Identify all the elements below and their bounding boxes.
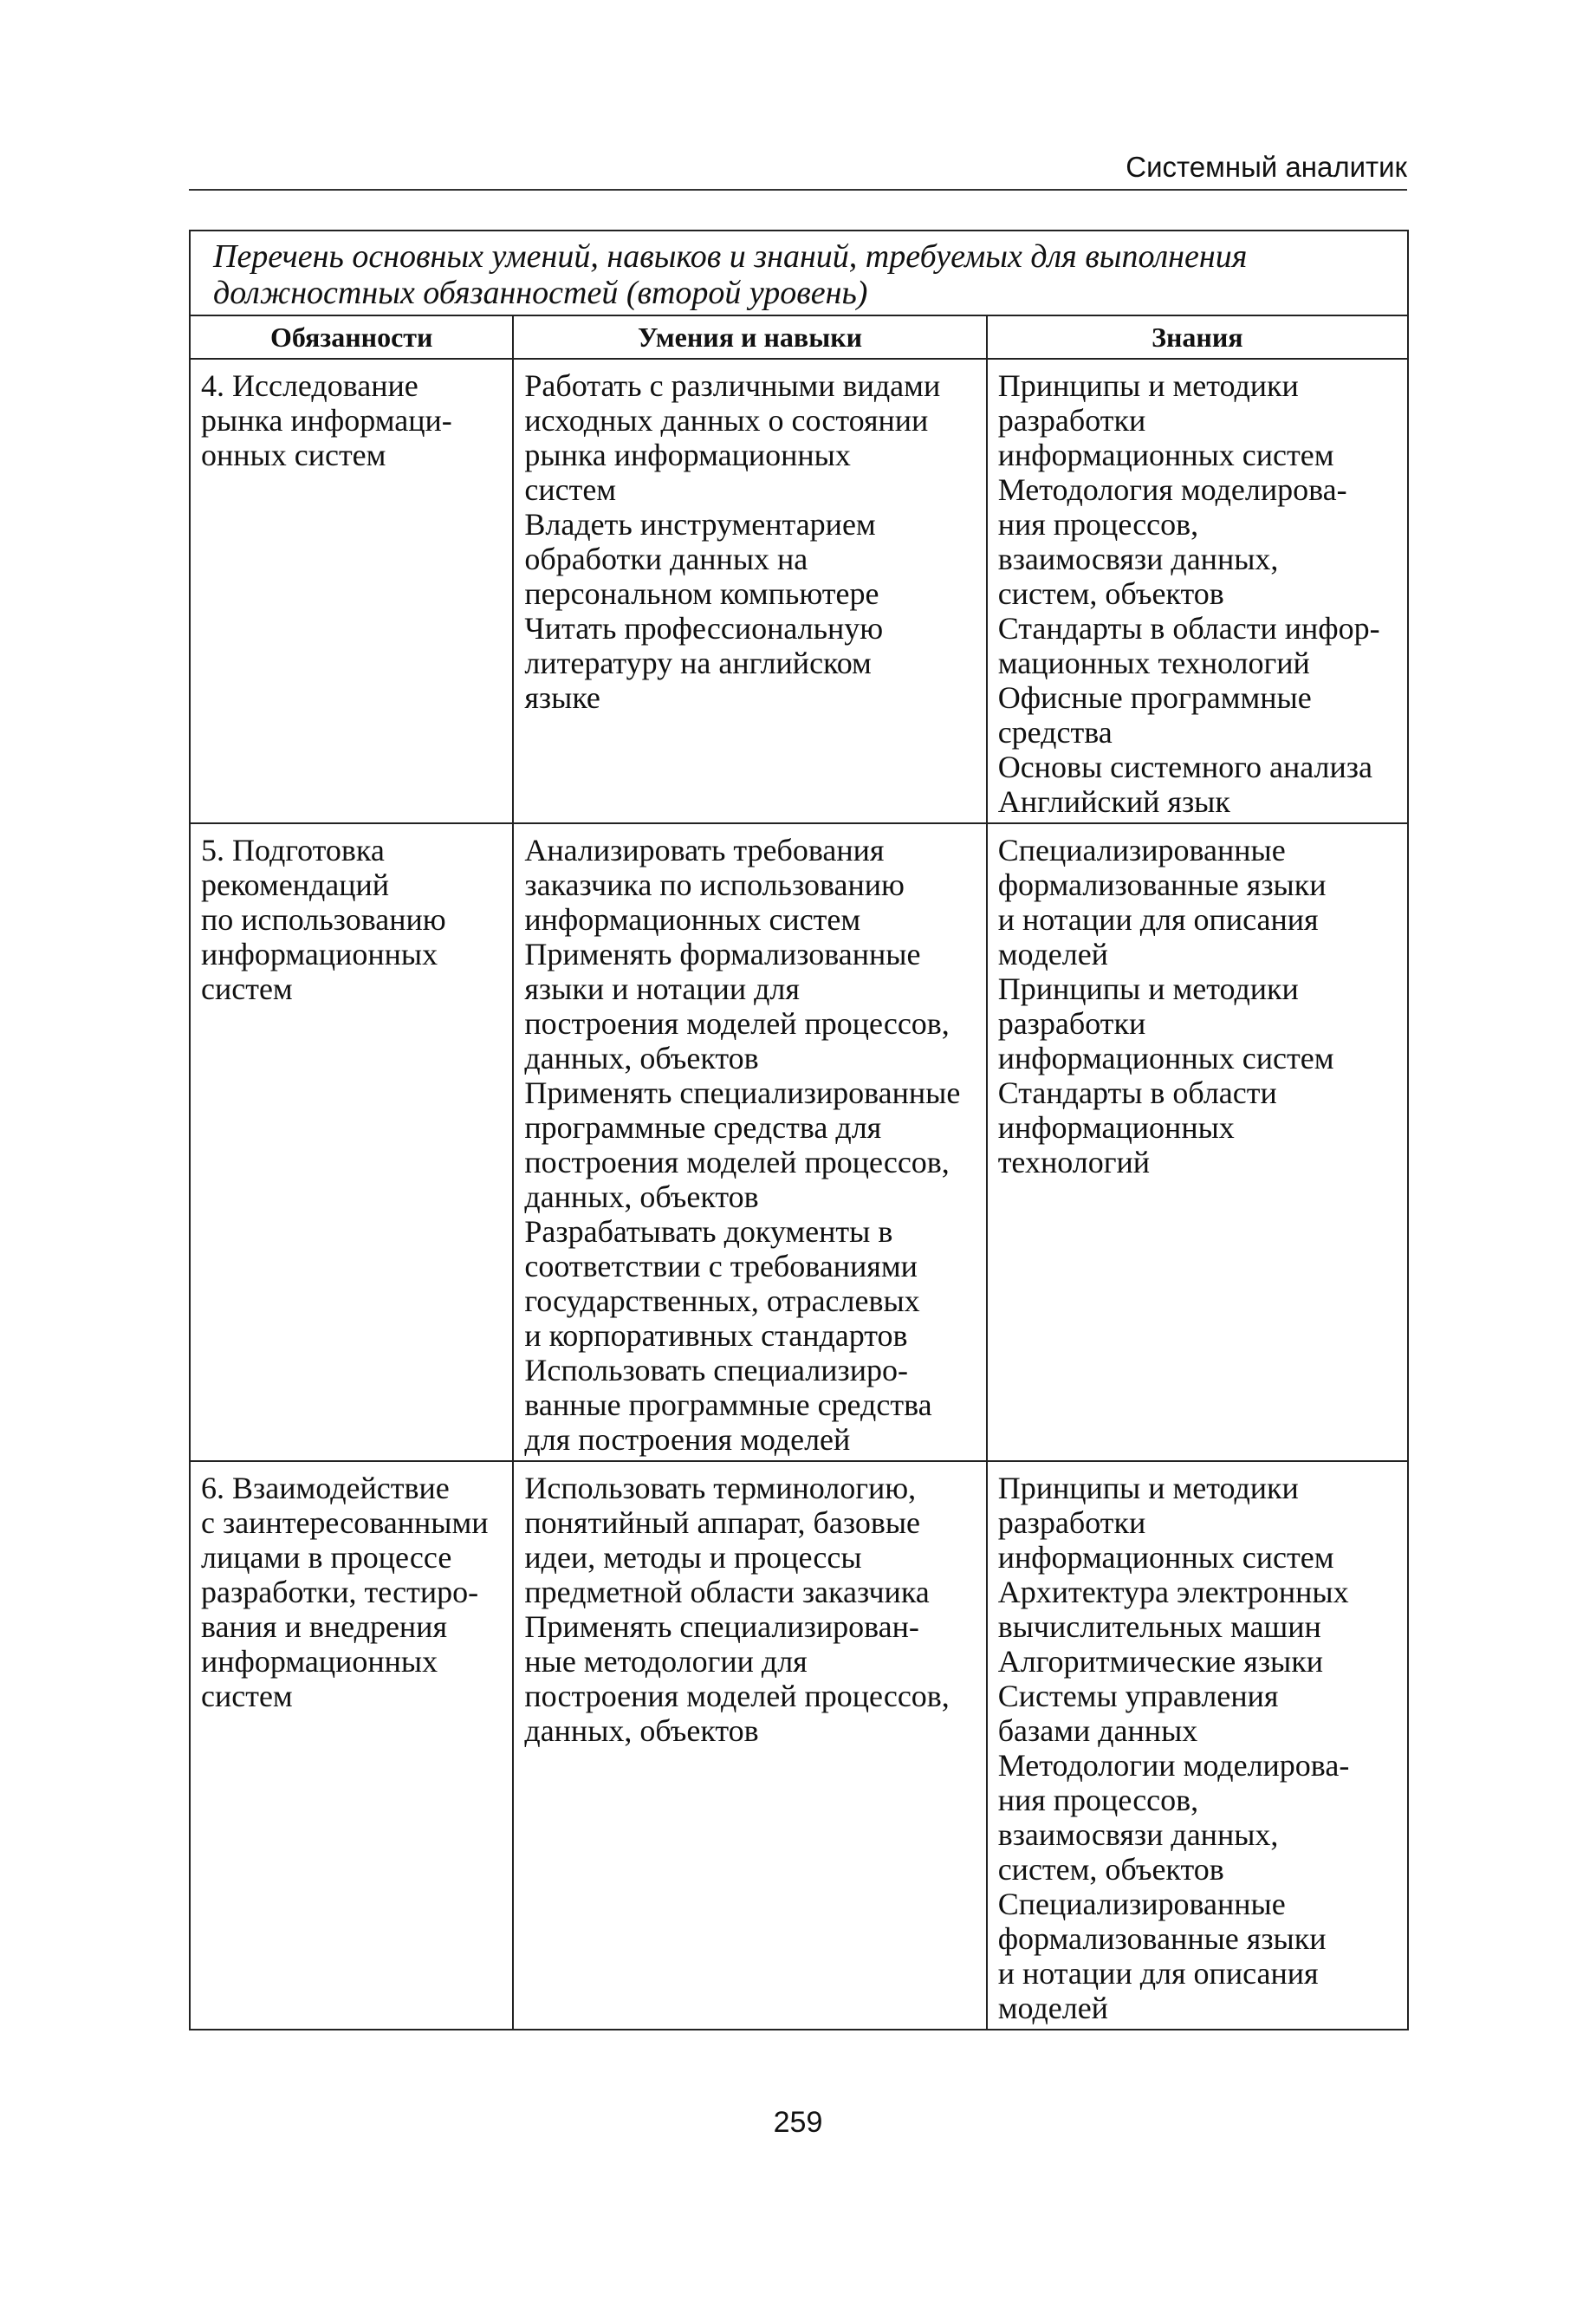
cell-line: идеи, методы и процессы [524,1540,862,1575]
cell-line: обработки данных на [524,542,808,576]
cell-line: Применять специализирован- [524,1609,919,1644]
cell-line: построения моделей процессов, [524,1145,950,1179]
cell-line: моделей [997,1991,1108,2025]
running-head-title: Системный аналитик [1126,151,1407,183]
cell-line: мационных технологий [997,646,1310,680]
duty-cell [190,823,513,1461]
cell-line: 4. Исследование [201,368,418,403]
cell-line: средства [997,715,1113,750]
cell-line: Читать профессиональную [524,611,884,646]
running-head [189,147,1407,191]
cell-line: ния процессов, [997,1783,1199,1817]
cell-line: Стандарты в области инфор- [997,611,1380,646]
cell-line: рынка информаци- [201,403,452,438]
cell-line: информационных [997,1110,1235,1145]
cell-line: Архитектура электронных [997,1575,1349,1609]
cell-line: систем [524,472,617,507]
cell-line: Алгоритмические языки [997,1644,1323,1679]
cell-line: информационных систем [997,1041,1334,1075]
table-caption-row [190,231,1408,315]
cell-line: онных систем [201,438,386,472]
table-row [190,823,1408,1461]
cell-line: моделей [997,937,1108,971]
cell-line: данных, объектов [524,1041,759,1075]
cell-line: данных, объектов [524,1179,759,1214]
cell-line: языки и нотации для [524,971,800,1006]
cell-line: систем, объектов [997,576,1224,611]
knowledge-cell [987,823,1408,1461]
cell-line: программные средства для [524,1110,882,1145]
skills-cell [513,823,986,1461]
cell-line: информационных систем [524,902,861,937]
cell-line: формализованные языки [997,867,1327,902]
cell-line: ные методологии для [524,1644,808,1679]
skills-cell [513,1461,986,2030]
cell-line: заказчика по использованию [524,867,905,902]
cell-line: предметной области заказчика [524,1575,930,1609]
cell-line: рынка информационных [524,438,851,472]
cell-line: понятийный аппарат, базовые [524,1505,921,1540]
cell-line: соответствии с требованиями [524,1249,918,1283]
cell-line: технологий [997,1145,1150,1179]
cell-line: Владеть инструментарием [524,507,876,542]
cell-line: 5. Подготовка [201,833,385,867]
cell-line: базами данных [997,1713,1198,1748]
cell-line: Английский язык [997,784,1230,819]
cell-line: Основы системного анализа [997,750,1372,784]
cell-line: государственных, отраслевых [524,1283,920,1318]
cell-line: по использованию [201,902,446,937]
cell-line: информационных систем [997,1540,1334,1575]
cell-line: систем [201,1679,293,1713]
cell-line: исходных данных о состоянии [524,403,929,438]
cell-line: разработки [997,1006,1146,1041]
cell-line: построения моделей процессов, [524,1679,950,1713]
cell-line: Стандарты в области [997,1075,1277,1110]
cell-line: с заинтересованными [201,1505,489,1540]
cell-line: разработки [997,403,1146,438]
cell-line: Специализированные [997,1887,1286,1921]
column-header-duties: Обязанности [190,315,513,359]
cell-line: Методологии моделирова- [997,1748,1350,1783]
column-header-skills: Умения и навыки [513,315,986,359]
cell-line: вычислительных машин [997,1609,1321,1644]
cell-line: построения моделей процессов, [524,1006,950,1041]
cell-line: рекомендаций [201,867,390,902]
knowledge-cell [987,1461,1408,2030]
cell-line: Методология моделирова- [997,472,1347,507]
table-row [190,1461,1408,2030]
cell-line: литературу на английском [524,646,872,680]
table-caption [190,231,1408,315]
cell-line: информационных [201,937,438,971]
duty-cell [190,1461,513,2030]
cell-line: и нотации для описания [997,902,1319,937]
duties-table [189,230,1409,2030]
cell-line: систем, объектов [997,1852,1224,1887]
cell-line: данных, объектов [524,1713,759,1748]
cell-line: для построения моделей [524,1422,851,1457]
table-row [190,359,1408,823]
cell-line: взаимосвязи данных, [997,1817,1279,1852]
cell-line: ния процессов, [997,507,1199,542]
column-header-knowledge: Знания [987,315,1408,359]
cell-line: Анализировать требования [524,833,885,867]
cell-line: вания и внедрения [201,1609,448,1644]
cell-line: информационных [201,1644,438,1679]
cell-line: информационных систем [997,438,1334,472]
cell-line: Разрабатывать документы в [524,1214,893,1249]
cell-line: Принципы и методики [997,971,1299,1006]
cell-line: формализованные языки [997,1921,1327,1956]
duty-cell [190,359,513,823]
cell-line: и корпоративных стандартов [524,1318,908,1353]
cell-line: Использовать терминологию, [524,1471,917,1505]
page-number: 259 [773,2106,823,2139]
cell-line: персональном компьютере [524,576,879,611]
cell-line: Работать с различными видами [524,368,941,403]
cell-line: разработки, тестиро- [201,1575,479,1609]
cell-line: систем [201,971,293,1006]
cell-line: Применять формализованные [524,937,921,971]
skills-cell [513,359,986,823]
cell-line: языке [524,680,600,715]
cell-line: Специализированные [997,833,1286,867]
cell-line: и нотации для описания [997,1956,1319,1991]
cell-line: Принципы и методики [997,368,1299,403]
knowledge-cell [987,359,1408,823]
table-header-row [190,315,1408,359]
cell-line: Системы управления [997,1679,1279,1713]
cell-line: лицами в процессе [201,1540,452,1575]
caption-line: должностных обязанностей (второй уровень) [213,275,868,311]
cell-line: ванные программные средства [524,1387,932,1422]
caption-line: Перечень основных умений, навыков и знаний, требуемых для выполнения [213,238,1248,275]
cell-line: разработки [997,1505,1146,1540]
cell-line: Принципы и методики [997,1471,1299,1505]
cell-line: Офисные программные [997,680,1312,715]
cell-line: Применять специализированные [524,1075,961,1110]
cell-line: взаимосвязи данных, [997,542,1279,576]
cell-line: Использовать специализиро- [524,1353,909,1387]
cell-line: 6. Взаимодействие [201,1471,450,1505]
